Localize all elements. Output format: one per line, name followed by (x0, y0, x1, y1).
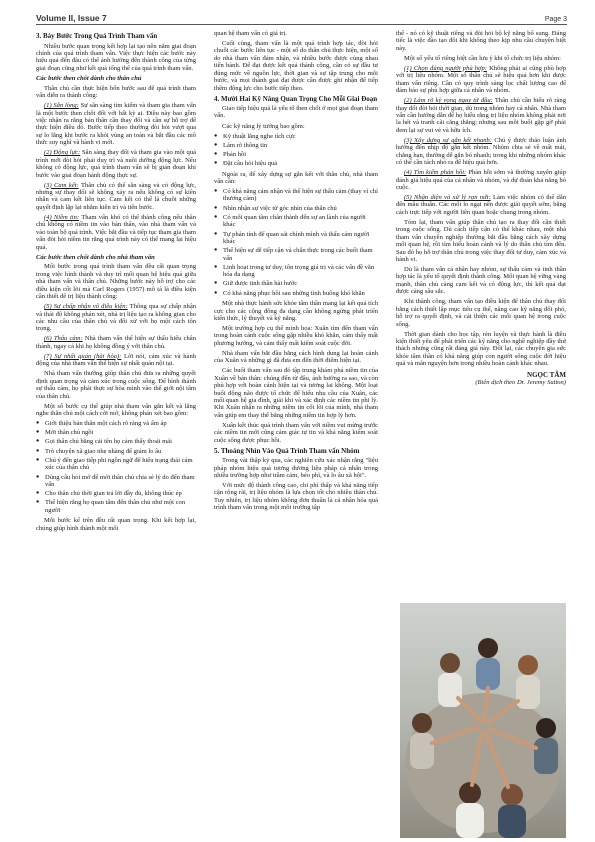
step-title: (1) Sẵn lòng: (44, 102, 79, 110)
author-signature (396, 372, 566, 387)
paragraph: Mỗi bước kể trên đều rất quan trọng. Khi kết hợp lại, chúng giúp hình thành một mối (36, 517, 196, 532)
paragraph: thể - nó có kỹ thuật riêng và đòi hỏi bộ kỹ năng bổ sung. Đáng tiếc là việc đào tạo đôi khi không theo kịp nhu cầu chuyên biệt này. (396, 30, 566, 52)
list-item: ● Nhìn nhận sự việc từ góc nhìn của thân chủ (214, 205, 378, 212)
factor-title: (5) Nhận diện và xử lý rạn nứt: (404, 194, 491, 201)
list-item: ● Kỹ thuật lắng nghe tích cực (214, 133, 378, 140)
list-item: ● Trò chuyện xã giao nhẹ nhàng để giảm lo âu (36, 448, 196, 455)
group-factor-expectations (396, 97, 566, 134)
paragraph: Giao tiếp hiệu quả là yếu tố then chốt ở mọi giai đoạn tham vấn. (214, 105, 378, 120)
list-item: ● Làm rõ thông tin (214, 142, 378, 149)
factor-title: (2) Làm rõ kỳ vọng ngay từ đầu: (404, 97, 493, 105)
paragraph: Một nhà thực hành sức khỏe tâm thần mang lại kết quả tích cực cho các cộng đồng đa dạng cần không ngừng phát triển kiến thức, lý thuyết và kỹ năng. (214, 300, 378, 322)
person-5 (534, 718, 558, 774)
factor-title: (1) Chọn đúng người phù hợp: (404, 64, 487, 72)
factor-body: Thân chủ cần hiểu rõ ràng thay đổi đòi hỏi thời gian, dù trong nhóm hay cá nhân. Nhà tham vấn cần hướng dẫn để họ hiểu rằng trị liệu nhóm không phải nơi la hét và tranh cãi căng thẳng; nhưng sau mỗi buổi gặp gỡ phải đem lại sự vui vẻ và hữu ích. (396, 97, 566, 134)
paragraph: Tóm lại, tham vấn giúp thân chủ tạo ra thay đổi cần thiết trong cuộc sống. Dù cách tiếp cận có thể khác nhau, một nhà tham vấn chuyên nghiệp thường bắt đầu bằng cách xây dựng mối quan hệ, rồi tìm hiểu hoàn cảnh và lý do thân chủ tìm đến. Sau đó họ hỗ trợ thân chủ trong việc thay đổi tư duy, cảm xúc và hành vi. (396, 218, 566, 263)
header-rule (36, 24, 567, 25)
person-4 (410, 713, 434, 769)
group-factor-selection (396, 65, 566, 95)
paragraph: Nhà tham vấn thường giúp thân chủ đưa ra những quyết định quan trọng và cảm xúc trong cuộc sống. Để hình thành sự thấu cảm, họ phải thực sự hòa mình vào thế giới nội tâm của thân chủ. (36, 370, 196, 400)
subheading-counselor-steps: Các bước then chốt dành cho nhà tham vấn (36, 253, 155, 261)
list-item: ● Đặt câu hỏi hiệu quả (214, 160, 378, 167)
step-body: Thông qua sự chấp nhận và thái độ không phán xét, nhà trị liệu tạo ra không gian cho các nhu cầu của thân chủ và đối xử với họ một cách tôn trọng. (36, 303, 196, 333)
list-item: ● Dùng câu hỏi mở để mời thân chủ chia sẻ lý do đến tham vấn (36, 474, 196, 489)
translation-credit: (Biên dịch theo Dr. Jeremy Sutton) (475, 379, 566, 387)
section-4-title: 4. Mười Hai Kỹ Năng Quan Trọng Cho Mỗi Giai Đoạn (214, 94, 378, 103)
paragraph: Một số yếu tố riêng biệt cần lưu ý khi tổ chức trị liệu nhóm: (404, 54, 561, 62)
person-2 (476, 638, 500, 690)
paragraph: Với mức độ thành công cao, chi phí thấp và khả năng tiếp cận rộng rãi, trị liệu nhóm là lựa chọn tốt cho nhiều thân chủ. Tuy nhiên, trị liệu nhóm không đơn thuần là cá nhân hóa quá trình tham vấn trong một môi trường tập (214, 482, 378, 512)
author-name: NGỌC TÂM (527, 370, 566, 379)
paragraph: Một số bước cụ thể giúp nhà tham vấn gắn kết và lắng nghe thân chủ một cách cởi mở, không phán xét bao gồm: (36, 402, 196, 418)
rapport-list (214, 188, 378, 297)
step-willingness (36, 102, 196, 147)
page-header (36, 8, 567, 23)
step-congruence (36, 353, 196, 368)
list-item: ● Có khả năng cảm nhận và thể hiện sự thấu cảm (thay vì chỉ thương cảm) (214, 188, 378, 203)
step-acceptance (36, 303, 196, 333)
list-item: ● Thể hiện sự dễ tiếp cận và chân thực trong các buổi tham vấn (214, 247, 378, 262)
paragraph: Một trường hợp cụ thể minh họa: Xuân tìm đến tham vấn trong hoàn cảnh cuộc sống gặp nhiều khó khăn, cảm thấy mất phương hướng, và cảm thấy mất kiểm soát cuộc đời. (214, 324, 378, 347)
group-therapy-photo (400, 603, 566, 838)
skills-list (214, 133, 378, 168)
paragraph: Nhà tham vấn bắt đầu bằng cách hình dung lại hoàn cảnh của Xuân và những gì đã đưa em đến thời điểm hiện tại. (214, 349, 378, 365)
volume-label: Volume II, Issue 7 (36, 13, 107, 23)
factor-body: Phản hồi sớm và thường xuyên giúp đánh giá hiệu quả của cá nhân và nhóm, và dự đoán khả năng bỏ cuộc. (396, 169, 566, 191)
factor-body: Chú ý được thảo luận ảnh hưởng đến nhịp độ gắn kết nhóm. Nhóm chia sẻ về mất mát, chẳng hạn, thường dễ gắn bó nhanh; trong khi những nhóm khác có thể cần tách nhỏ ra để hiệu quả hơn. (396, 136, 566, 167)
step-commitment (36, 182, 196, 212)
step-body: Thân chủ có thể sẵn sàng và có động lực, nhưng sự thay đổi sẽ không xảy ra nếu không có sự kiên nhẫn và cam kết liên tục. Cam kết có thể là chuỗi những quyết định lặp lại nhằm kiên trì và tiến bước. (36, 181, 196, 211)
paragraph: Dù là tham vấn cá nhân hay nhóm, sự thấu cảm và tinh thần hợp tác là yếu tố quyết định thành công. Mối quan hệ vững vàng mạnh, thân chủ càng cam kết và có động lực, thì kết quả đạt được càng sâu sắc. (396, 265, 566, 296)
list-item: ● Giới thiệu bản thân một cách rõ ràng và ấm áp (36, 420, 196, 427)
paragraph: Mối bước trong quá trình tham vấn đều rất quan trọng trong việc hình thành và duy trì mối quan hệ hiệu quả giữa nhà tham vấn và thân chủ. Những bước này hỗ trợ cho các điều kiện cốt lõi mà Carl Rogers (1957) mô tả là điều kiện cần thiết để trị liệu thành công: (36, 263, 196, 301)
paragraph: Cuối cùng, tham vấn là một quá trình hợp tác, đòi hỏi chuỗi các bước liên tục - một số do thân chủ thực hiện, một số do nhà tham vấn đảm nhận, và nhiều bước được cùng nhau tiến hành. Để đạt được kết quả thành công, cần có sự đầu tư đúng mức về nguồn lực, thời gian và sự tập trung cho mỗi bước, và mọi thành giai đạt được cần được ghi nhận để tiếp thêm động lực cho bước tiếp theo. (214, 40, 378, 92)
paragraph: Khi thành công, tham vấn tạo điều kiện để thân chủ thay đổi bằng cách thiết lập mục tiêu cụ thể, nâng cao kỹ năng đối phó, hỗ trợ ra quyết định, và cải thiện các mối quan hệ trong cuộc sống. (396, 298, 566, 328)
paragraph: Xuân kết thúc quá trình tham vấn với niềm vui mừng trước các niềm tin mới cũng cảm giác tự tin và khả năng kiểm soát cuộc sống được phục hồi. (214, 421, 378, 444)
factor-body: Làm việc nhóm có thể dẫn đến mâu thuẫn. Các mối lo ngại nên được giải quyết sớm, bằng cách trực tiếp với người liên quan hoặc chung trong nhóm. (396, 194, 566, 216)
factor-title: (3) Xây dựng sự gắn kết nhanh: (404, 136, 492, 144)
list-item: ● Chú ý đến giao tiếp phi ngôn ngữ để hiểu trạng thái cảm xúc của thân chủ (36, 457, 196, 472)
engagement-steps-list (36, 420, 196, 514)
list-item: ● Gọi thân chủ bằng cái tên họ cảm thấy thoải mái (36, 438, 196, 445)
step-body: Sự sẵn sàng tìm kiếm và tham gia tham vấn là một bước then chốt đối với bất kỳ ai. Điều này bao gồm việc nhận ra rằng bản thân cần thay đổi và cần sự hỗ trợ để thực hiện điều đó. Bước tiếp theo thường đòi hỏi vượt qua sự lo lắng khi bước ra khỏi vùng an toàn và bắt đầu các mô thức suy nghĩ và hành vi mới. (36, 102, 196, 147)
step-motivation (36, 149, 196, 179)
list-item: ● Mời thân chủ ngồi (36, 429, 196, 436)
step-title: (6) Thấu cảm: (44, 335, 83, 343)
section-3-title: 3. Bảy Bước Trong Quá Trình Tham vấn (36, 32, 158, 40)
person-7 (498, 784, 526, 838)
paragraph: Nhiều bước quan trọng kết hợp lại tạo nên năm giai đoạn chính của quá trình tham vấn. Việc thực hiện các bước này hiệu quả đến đâu có thể ảnh hưởng đến thành công của từng giai đoạn cũng như kết quả tổng thể của quá trình tham vấn. (36, 42, 196, 72)
list-item: ● Linh hoạt trong tư duy, tôn trọng giá trị và các vấn đề văn hóa đa dạng (214, 264, 378, 279)
step-body: Lời nói, cảm xúc và hành động của nhà tham vấn thể hiện sự nhất quán nội tại. (36, 352, 196, 368)
column-1 (36, 30, 196, 820)
step-title: (7) Sự nhất quán (hài hòa): (44, 352, 122, 360)
group-factor-ruptures (396, 194, 566, 216)
factor-title: (4) Tìm kiếm phản hồi: (404, 169, 467, 177)
step-title: (4) Niềm tin: (44, 213, 80, 221)
step-body: Sẵn sàng thay đổi và tham gia vào một quá trình mới đòi hỏi phải duy trì và nuôi dưỡng động lực. Nếu không có động lực, quá trình tham vấn sẽ bị gián đoạn khi bước vào giai đoạn hành động thực sự. (36, 149, 196, 179)
list-item: ● Phản hồi (214, 151, 378, 158)
list-item: ● Có mối quan tâm chân thành đến sự an lành của người khác (214, 214, 378, 229)
step-trust (36, 214, 196, 251)
step-title: (3) Cam kết: (44, 181, 79, 189)
list-item: ● Tự phản tỉnh để quan sát chính mình và thấu cảm người khác (214, 231, 378, 246)
group-factor-feedback (396, 169, 566, 191)
factor-body: Không phải ai cũng phù hợp với trị liệu nhóm. Một số thân chủ sẽ hiệu quả hơn khi được tham vấn riêng. Cần có quy trình sàng lọc chất lượng cao để đảm bảo sự phù hợp giữa cá nhân và nhóm. (396, 64, 566, 95)
step-title: (5) Sự chấp nhận vô điều kiện: (44, 303, 128, 311)
step-body: Nhà tham vấn thể hiện sự thấu hiểu chân thành, ngay cả khi họ không đồng ý với thân chủ. (36, 335, 196, 350)
paragraph: Trong vài thập kỷ qua, các nghiên cứu xác nhận rằng "liệu pháp nhóm hiệu quả tương đương liệu pháp cá nhân trong nhiều trường hợp như trầm cảm, béo phì, và lo âu xã hội". (214, 457, 378, 479)
list-item: ● Có khả năng phục hồi sau những tình huống khó khăn (214, 290, 378, 297)
paragraph: Các buổi tham vấn sau đó tập trung khám phá niềm tin của Xuân về bản thân: chúng đến từ đâu, ảnh hưởng ra sao, và còn phù hợp với hoàn cảnh hiện tại và tương lai không. Một loạt buổi động não được tổ chức để hiểu nhu cầu của Xuân, các mối quan hệ gia đình, giải khi và xác định các niềm tin phi lý. Khi Xuân nhận ra những niềm tin cốt lõi của mình, nhà tham vấn giúp em thay thế bằng những niềm tin hợp lý hơn. (214, 367, 378, 419)
step-body: Tham vấn khó có thể thành công nếu thân chủ không có niềm tin vào bản thân, vào nhà tham vấn và vào toàn bộ quá trình. Việc bắt đầu và tiếp tục tham gia tham vấn đòi hỏi niềm tin rằng quá trình này có thể mang lại hiệu quả. (36, 213, 196, 251)
list-item: ● Cho thân chủ thời gian trả lời đầy đủ, không thúc ép (36, 490, 196, 497)
paragraph: quan hệ tham vấn có giá trị. (214, 30, 287, 37)
list-item: ● Giữ được tinh thần hài hước (214, 280, 378, 287)
group-factor-cohesion (396, 137, 566, 167)
step-empathy (36, 335, 196, 350)
paragraph: Thân chủ cần thực hiện bốn bước sau để quá trình tham vấn diễn ra thành công: (36, 84, 196, 100)
list-item: ● Thể hiện rằng họ quan tâm đến thân chủ như một con người (36, 499, 196, 514)
column-2 (214, 30, 378, 825)
paragraph: Các kỹ năng lý tưởng bao gồm: (222, 122, 305, 130)
page-number: Page 3 (544, 16, 567, 23)
paragraph: Thời gian dành cho học tập, rèn luyện và thực hành là điều kiện thiết yếu để phát triển các kỹ năng cho nghề nghiệp đầy thử thách nhưng cũng rất đáng giá này. Đổi lại, các chuyên gia sức khỏe tâm thần có khả năng giúp con người sống cuộc đời hiệu quả và mãn nguyện hơn trong nhiều hoàn cảnh khác nhau. (396, 330, 566, 368)
section-5-title: 5. Thoáng Nhìn Vào Quá Trình Tham vấn Nhóm (214, 446, 360, 455)
step-title: (2) Động lực: (44, 149, 81, 157)
group-circle-illustration (400, 603, 566, 838)
person-6 (456, 782, 484, 838)
subheading-client-steps: Các bước then chốt dành cho thân chủ (36, 74, 142, 82)
column-3 (396, 30, 566, 630)
paragraph: Ngoài ra, để xây dựng sự gắn kết với thân chủ, nhà tham vấn cần: (214, 170, 378, 186)
